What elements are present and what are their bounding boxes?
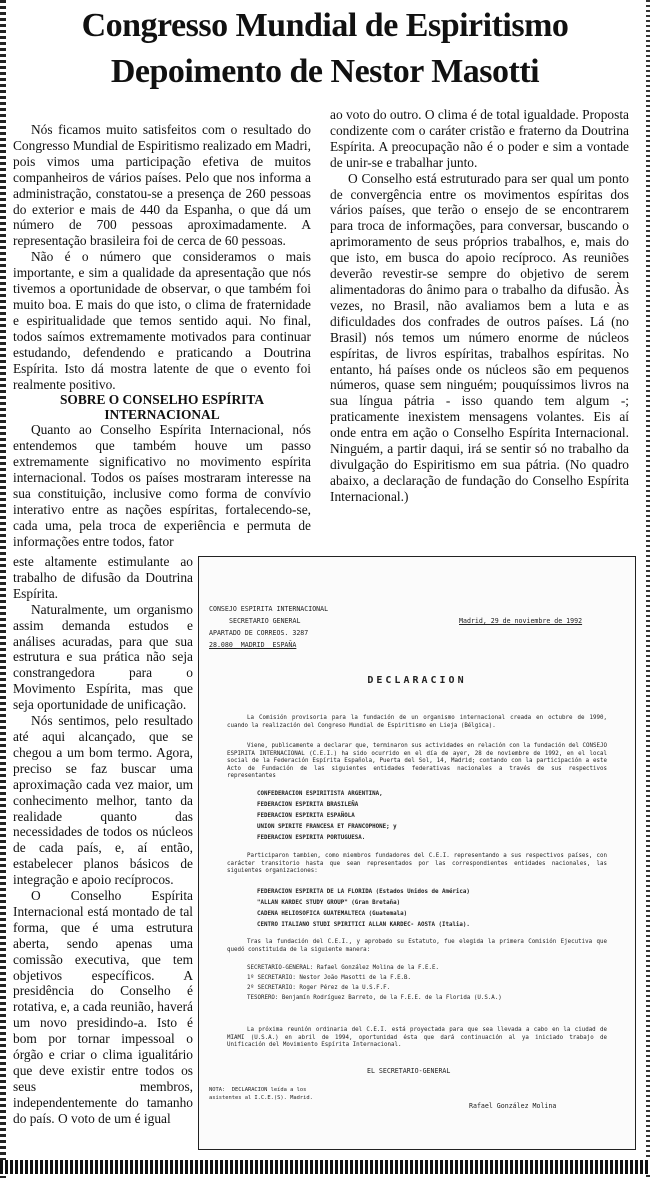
- doc-para-4: Tras la fundación del C.E.I., y aprobado su Estatuto, fue elegida la primera Comisión Ejecutiva que quedó constituida de la siguiente manera:: [227, 939, 607, 953]
- article-column-left: [13, 122, 311, 550]
- list-item: CENTRO ITALIANO STUDI SPIRITICI ALLAN KARDEC- AOSTA (Italia).: [257, 922, 470, 928]
- doc-note-1: NOTA: DECLARACION leída a los: [209, 1087, 307, 1093]
- list-item: FEDERACION ESPIRITA ESPAÑOLA: [257, 813, 355, 819]
- list-item: CONFEDERACION ESPIRITISTA ARGENTINA,: [257, 791, 383, 797]
- paragraph: Nós sentimos, pelo resultado até aqui alcançado, que se chegou a um bom termo. Agora, preciso se faz buscar uma aproximação cada vez maior, um conhecimento melhor, tanto da realidade quanto das necessidades de todos os núcleos de cada país, e, aí então, estabelecer planos básicos de integração e apoio recíprocos.: [13, 713, 193, 888]
- doc-para-3: Participaron tambien, como miembros fundadores del C.E.I. representando a sus respectivos países, con carácter transitorio hasta que sean representados por las correspondientes entidades nacionales, las siguientes organizaciones:: [227, 853, 607, 875]
- doc-dept: SECRETARIO GENERAL: [229, 617, 301, 625]
- list-item: CADENA HELIOSOFICA GUATEMALTECA (Guatemala): [257, 911, 408, 917]
- paragraph: O Conselho Espírita Internacional está montado de tal forma, que é uma estrutura aberta, sendo apenas uma comissão executiva, que tem objetivos específicos. A presidência do Conselho é rotativa, e, a cada reunião, haverá um novo presidindo-a. Isto é bom por tornar impessoal o órgão e criar o clima igualitário que deve existir entre todos os seus membros, independentemente do tamanho do país. O voto de um é igual: [13, 888, 193, 1126]
- paragraph: Não é o número que consideramos o mais importante, e sim a qualidade da apresentação que nós tivemos a oportunidade de observar, o que também foi muito boa. E mais do que isto, o clima de fraternidade e espiritualidade que temos sentido aqui. No final, todos saímos extremamente motivados para continuar estudando, defendendo e praticando a Doutrina Espírita. Isto dá mostra latente de que o evento foi realmente positivo.: [13, 249, 311, 392]
- paragraph: este altamente estimulante ao trabalho de difusão da Doutrina Espírita.: [13, 554, 193, 601]
- bottom-border: [0, 1160, 650, 1174]
- headline-line-2: Depoimento de Nestor Masotti: [110, 53, 540, 90]
- article-column-narrow: [13, 554, 193, 1127]
- paragraph: Quanto ao Conselho Espírita Internacional, nós entendemos que também houve um passo extremamente significativo no movimento espírita internacional. Todos os países mostraram interesse na sua constituição, inclusive como forma de convívio interativo entre as nações espíritas, fortalecendo-se, cada uma, pela troca de experiência e permuta de informações entre todos, fator: [13, 422, 311, 549]
- doc-note-2: asistentes al I.C.E.(S). Madrid.: [209, 1095, 313, 1101]
- paragraph: ao voto do outro. O clima é de total igualdade. Proposta condizente com o caráter cristão e fraterno da Doutrina Espírita. A preocupação não é o poder e sim a vontade de unir-se e trabalhar junto.: [330, 107, 629, 170]
- doc-para-1: La Comisión provisoria para la fundación de un organismo internacional creada en octubre de 1990, cuando la realización del Congreso Mundial de Espiritismo en Lieja (Bélgica).: [227, 715, 607, 729]
- doc-para-2: Viene, publicamente a declarar que, terminaron sus actividades en relación con la fundación del CONSEJO ESPIRITA INTERNACIONAL (C.E.I.) ha sido ocurrido en el día de ayer, 28 de noviembre de 1992, en el local social de la Federación Espírita Española, Puerta del Sol, 14, Madrid; contando con la participación a este Acto de Fundación de las siguientes entidades federativas nacionales a través de sus respectivos representantes: [227, 743, 607, 780]
- list-item: FEDERACION ESPIRITA DE LA FLORIDA (Estados Unidos de América): [257, 889, 470, 895]
- paragraph: O Conselho está estruturado para ser qual um ponto de convergência entre os movimentos espíritas dos vários países, que terão o ensejo de se encontrarem para troca de informações, para conversar, buscando o aprimoramento de seus próprios trabalhos, e, mais do que isto, em busca do apoio recíproco. As reuniões deverão revestir-se sempre do objetivo de serem alimentadoras do ânimo para o trabalho da difusão. Às vezes, no Brasil, não avaliamos bem a luta e as dificuldades dos confrades de outros países. Lá (no Brasil) nós temos um número enorme de núcleos espíritas, de livros espíritas, trabalhos espíritas. No entanto, há países onde os núcleos são em pequenos números, quase sem ninguém; pouquíssimos livros na sua língua pátria - isso quando tem algum -; praticamente inexistem mensagens volantes. Eis aí onde entra em ação o Conselho Espírita Internacional. Ninguém, a partir daqui, irá se sentir só no trabalho da divulgação do Espiritismo em sua pátria. (No quadro abaixo, a declaração de fundação do Conselho Espírita Internacional.): [330, 170, 629, 504]
- doc-org: CONSEJO ESPIRITA INTERNACIONAL: [209, 605, 329, 613]
- list-item: 2º SECRETARIO: Roger Pérez de la U.S.F.F.: [247, 985, 391, 991]
- list-item: FEDERACION ESPIRITA PORTUGUESA.: [257, 835, 366, 841]
- headline-line-1: Congresso Mundial de Espiritismo: [81, 7, 569, 44]
- doc-heading: DECLARACION: [367, 675, 467, 686]
- list-item: FEDERACION ESPIRITA BRASILEÑA: [257, 802, 359, 808]
- list-item: TESORERO: Benjamín Rodríguez Barreto, de la F.E.E. de la Florida (U.S.A.): [247, 995, 502, 1001]
- declaration-document: [198, 556, 636, 1150]
- doc-officers-list: [247, 963, 502, 1003]
- list-item: 1º SECRETARIO: Nestor João Masotti de la F.E.B.: [247, 975, 412, 981]
- paragraph: Nós ficamos muito satisfeitos com o resultado do Congresso Mundial de Espiritismo realizado em Madri, pois vimos uma participação efetiva de muitos companheiros de vários países. Pelo que nos informa a administração, constatou-se a presença de 260 pessoas do exterior e mais de 440 da Espanha, o que dá um número de 700 pessoas aproximadamente. A representação brasileira foi de cerca de 60 pessoas.: [13, 122, 311, 249]
- paragraph: Naturalmente, um organismo assim demanda estudos e análises acuradas, para que sua estrutura e sua prática não seja constrangedora para o Movimento Espírita, mas que seja oportunidade de unificação.: [13, 601, 193, 713]
- doc-federation-list: [257, 789, 397, 844]
- article-column-right: [330, 107, 629, 505]
- doc-date: Madrid, 29 de noviembre de 1992: [459, 617, 583, 625]
- left-border: [0, 0, 6, 1178]
- section-subheading: SOBRE O CONSELHO ESPÍRITA INTERNACIONAL: [59, 392, 264, 423]
- list-item: UNION SPIRITE FRANCESA ET FRANCOPHONE; y: [257, 824, 397, 830]
- doc-signoff: EL SECRETARIO-GENERAL: [367, 1067, 451, 1075]
- list-item: SECRETARIO-GENERAL: Rafael González Molina de la F.E.E.: [247, 965, 439, 971]
- doc-city: 28.080 MADRID ESPAÑA: [209, 641, 297, 649]
- list-item: "ALLAN KARDEC STUDY GROUP" (Gran Bretaña): [257, 900, 401, 906]
- right-border: [646, 0, 650, 1178]
- doc-organization-list: [257, 887, 470, 931]
- doc-para-5: La próxima reunión ordinaria del C.E.I. está proyectada para que sea llevada a cabo en la ciudad de MIAMI (U.S.A.) en abril de 1994, oportunidad ésta que dará continuación al ya iniciado trabajo de Unificación del Movimiento Espírita Internacional.: [227, 1027, 607, 1049]
- doc-box: APARTADO DE CORREOS. 3287: [209, 629, 309, 637]
- doc-signer: Rafael González Molina: [469, 1102, 557, 1110]
